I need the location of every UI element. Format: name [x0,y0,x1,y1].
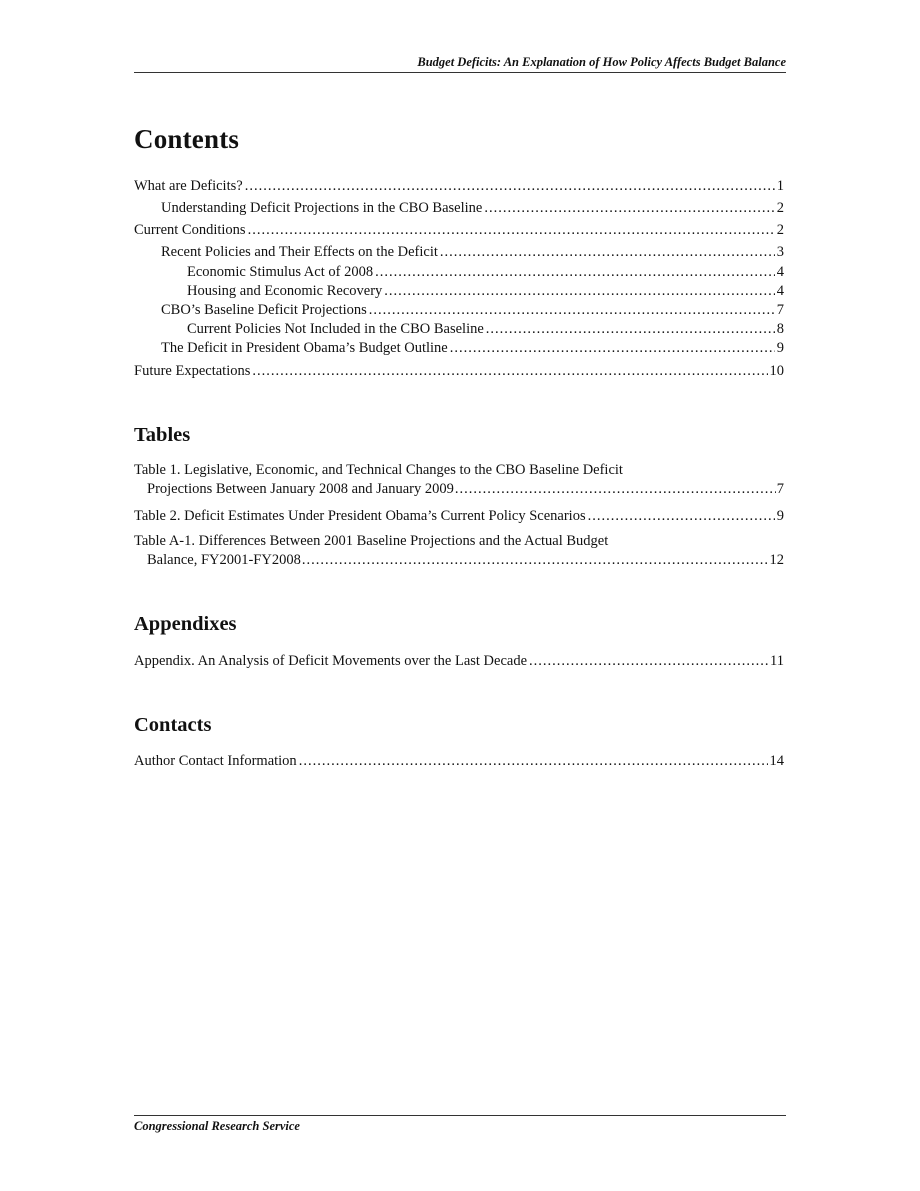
toc-entry-page: 7 [776,481,784,497]
toc-entry-page: 9 [776,508,784,524]
toc-entry-future-expectations[interactable] [134,362,784,381]
running-footer: Congressional Research Service [134,1119,300,1133]
toc-entry-page: 12 [769,552,784,568]
contacts-heading: Contacts [134,714,212,736]
toc-entry-page: 9 [776,340,784,356]
dot-leader [486,320,775,339]
toc-entry-label: Table 2. Deficit Estimates Under President Obama’s Current Policy Scenarios [134,508,586,524]
toc-entry-label-line1: Table A-1. Differences Between 2001 Baseline Projections and the Actual Budget [134,533,609,549]
dot-leader [450,339,775,358]
toc-entry-cbo-projections[interactable] [134,301,784,320]
dot-leader [588,507,775,526]
running-header: Budget Deficits: An Explanation of How Policy Affects Budget Balance [417,55,786,69]
toc-entry-label: Future Expectations [134,363,251,379]
toc-entry-label: Recent Policies and Their Effects on the Deficit [161,244,438,260]
toc-entry-table-a1[interactable] [134,532,784,570]
toc-entry-label-line2: Projections Between January 2008 and January 2009 [147,481,454,497]
toc-entry-label-line2: Balance, FY2001-FY2008 [147,552,301,568]
toc-entry-page: 11 [770,653,784,669]
dot-leader [245,177,775,196]
dot-leader [252,362,767,381]
toc-entry-author-contact[interactable] [134,752,784,771]
dot-leader [440,243,775,262]
toc-entry-label: Appendix. An Analysis of Deficit Movements over the Last Decade [134,653,528,669]
toc-entry-label: Housing and Economic Recovery [187,283,383,299]
toc-entry-page: 10 [769,363,784,379]
toc-entry-current-conditions[interactable] [134,221,784,240]
toc-entry-page: 7 [776,302,784,318]
toc-entry-page: 1 [776,178,784,194]
toc-entry-page: 8 [776,321,784,337]
toc-entry-label: CBO’s Baseline Deficit Projections [161,302,367,318]
dot-leader [384,282,774,301]
toc-entry-stimulus-act[interactable] [134,263,784,282]
toc-entry-page: 14 [769,753,784,769]
dot-leader [455,480,776,499]
toc-entry-housing-recovery[interactable] [134,282,784,301]
toc-entry-label: What are Deficits? [134,178,243,194]
toc-entry-label-line1: Table 1. Legislative, Economic, and Technical Changes to the CBO Baseline Deficit [134,462,623,478]
toc-entry-page: 3 [776,244,784,260]
toc-entry-obama-budget[interactable] [134,339,784,358]
toc-entry-table-1[interactable] [134,461,784,499]
toc-entry-page: 2 [776,222,784,238]
toc-entry-appendix[interactable] [134,652,784,671]
dot-leader [369,301,775,320]
toc-entry-page: 4 [776,283,784,299]
toc-entry-understanding-projections[interactable] [134,199,784,218]
toc-entry-label: Author Contact Information [134,753,297,769]
toc-entry-what-are-deficits[interactable] [134,177,784,196]
tables-heading: Tables [134,424,191,446]
toc-entry-recent-policies[interactable] [134,243,784,262]
contents-heading: Contents [134,124,240,154]
appendixes-heading: Appendixes [134,613,237,635]
dot-leader [484,199,774,218]
dot-leader [302,551,769,570]
header-rule [134,72,786,73]
toc-entry-label: Understanding Deficit Projections in the CBO Baseline [161,200,483,216]
footer-rule [134,1115,786,1116]
toc-entry-table-2[interactable] [134,507,784,526]
toc-entry-current-policies[interactable] [134,320,784,339]
toc-entry-label: Current Conditions [134,222,246,238]
toc-entry-page: 4 [776,264,784,280]
dot-leader [529,652,768,671]
dot-leader [248,221,775,240]
dot-leader [299,752,768,771]
dot-leader [375,263,775,282]
toc-entry-label: Economic Stimulus Act of 2008 [187,264,374,280]
toc-entry-label: Current Policies Not Included in the CBO Baseline [187,321,484,337]
toc-entry-page: 2 [776,200,784,216]
toc-entry-label: The Deficit in President Obama’s Budget Outline [161,340,448,356]
